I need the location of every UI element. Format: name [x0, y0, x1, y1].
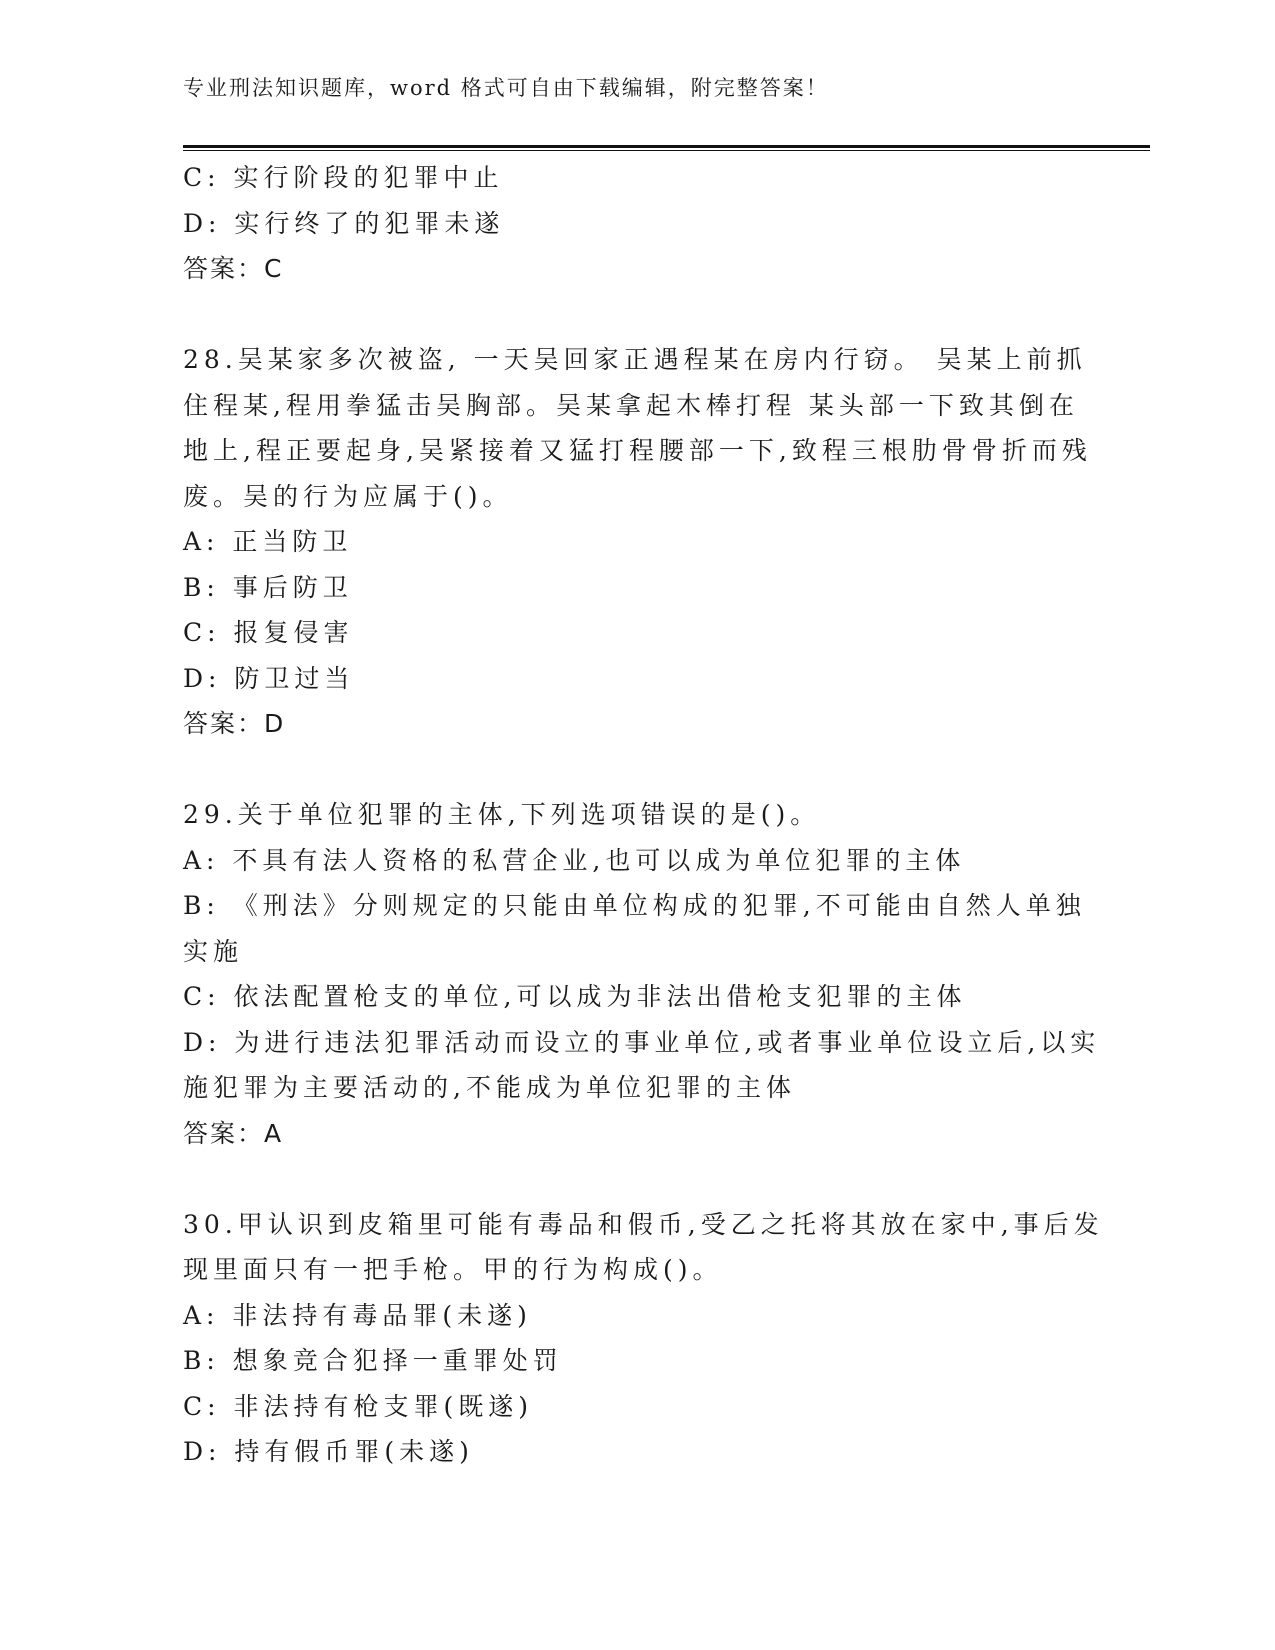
header-rule-thin [183, 150, 1150, 151]
option-c: C: 依法配置枪支的单位,可以成为非法出借枪支犯罪的主体 [183, 982, 967, 1011]
option-c: C: 非法持有枪支罪(既遂) [183, 1391, 534, 1421]
option-d: D: 持有假币罪(未遂) [183, 1437, 474, 1466]
page-header: 专业刑法知识题库，word 格式可自由下载编辑，附完整答案！ [183, 76, 829, 100]
option-b: B: 《刑法》分则规定的只能由单位构成的犯罪,不可能由自然人单独 [183, 891, 1086, 920]
question-stem-line: 现里面只有一把手枪。甲的行为构成()。 [183, 1255, 723, 1284]
option-b: B: 事后防卫 [183, 572, 353, 602]
option-a: A: 正当防卫 [183, 527, 353, 556]
option-b: B: 想象竞合犯择一重罪处罚 [183, 1346, 563, 1375]
question-stem-line: 29.关于单位犯罪的主体,下列选项错误的是()。 [183, 800, 821, 829]
spacer [183, 747, 1083, 793]
header-rule-thick [183, 145, 1150, 148]
spacer [183, 1156, 1083, 1202]
question-stem-line: 28.吴某家多次被盗, 一天吴回家正遇程某在房内行窃。 吴某上前抓 [183, 345, 1087, 374]
option-a: A: 非法持有毒品罪(未遂) [183, 1300, 532, 1330]
option-d: D: 实行终了的犯罪未遂 [183, 208, 505, 238]
question-30 [183, 1202, 1104, 1475]
page-content [183, 155, 1104, 1475]
prev-question-block [183, 155, 1083, 292]
option-c: C: 实行阶段的犯罪中止 [183, 163, 504, 192]
answer-line: 答案：A [183, 1118, 284, 1148]
option-d: D: 为进行违法犯罪活动而设立的事业单位,或者事业单位设立后,以实 [183, 1027, 1101, 1057]
question-stem-line: 住程某,程用拳猛击吴胸部。吴某拿起木棒打程 某头部一下致其倒在 [183, 390, 1079, 420]
question-stem-line: 地上,程正要起身,吴紧接着又猛打程腰部一下,致程三根肋骨骨折而残 [183, 436, 1092, 465]
option-c: C: 报复侵害 [183, 618, 354, 647]
answer-line: 答案：C [183, 254, 284, 283]
option-b-continued: 实施 [183, 936, 244, 966]
option-a: A: 不具有法人资格的私营企业,也可以成为单位犯罪的主体 [183, 845, 966, 875]
question-28 [183, 337, 1092, 747]
option-d: D: 防卫过当 [183, 663, 355, 693]
question-29 [183, 792, 1101, 1156]
question-stem-line: 废。吴的行为应属于()。 [183, 481, 513, 511]
spacer [183, 292, 1083, 338]
answer-line: 答案：D [183, 709, 286, 738]
option-d-continued: 施犯罪为主要活动的,不能成为单位犯罪的主体 [183, 1073, 796, 1102]
question-stem-line: 30.甲认识到皮箱里可能有毒品和假币,受乙之托将其放在家中,事后发 [183, 1209, 1104, 1239]
